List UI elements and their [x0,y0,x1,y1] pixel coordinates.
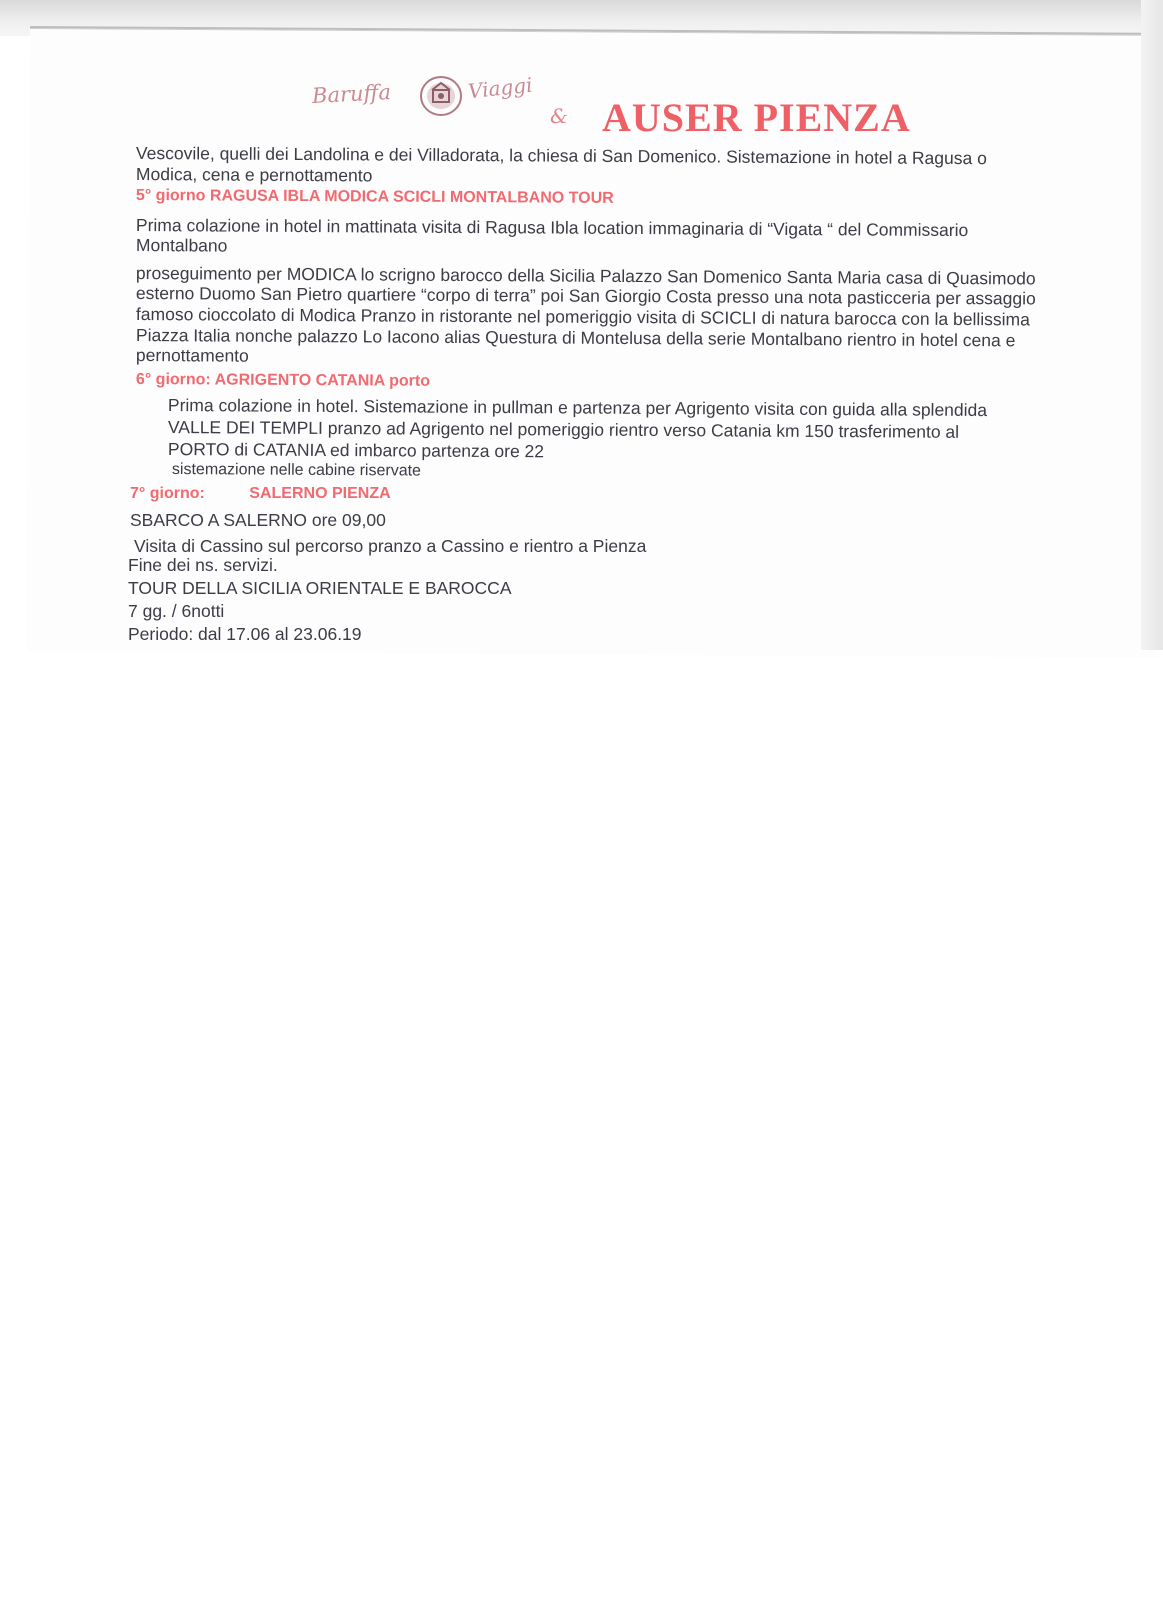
day-5-line: esterno Duomo San Pietro quartiere “corpo di terra” poi San Giorgio Costa presso una nota pasticceria per assaggio [135,283,1036,309]
day-5-line: famoso cioccolato di Modica Pranzo in ristorante nel pomeriggio visita di SCICLI di natura barocca con la bellissima [135,304,1030,330]
day-5-label: 5° giorno [135,187,206,205]
day-7-label: 7° giorno: [130,485,205,502]
day-6-line: PORTO di CATANIA ed imbarco partenza ore 22 [167,439,545,462]
day-7-title: SALERNO PIENZA [249,485,391,502]
day-6-line: VALLE DEI TEMPLI pranzo ad Agrigento nel pomeriggio rientro verso Catania km 150 trasferimento al [167,417,960,442]
day-5-line: Montalbano [135,235,228,256]
ampersand: & [550,104,568,128]
logo-viaggi: Viaggi [466,72,534,104]
travel-agency-logo-icon [418,74,464,118]
day-6-line: Prima colazione in hotel. Sistemazione in pullman e partenza per Agrigento visita con guida alla splendida [167,395,988,421]
letterhead [300,70,1000,140]
day-6-title: AGRIGENTO CATANIA porto [214,371,431,390]
day-6-label: 6° giorno: [135,371,211,389]
day-5-line: proseguimento per MODICA lo scrigno barocco della Sicilia Palazzo San Domenico Santa Maria casa di Quasimodo [135,263,1036,289]
tour-name: TOUR DELLA SICILIA ORIENTALE E BAROCCA [128,578,512,598]
day-7-line: Fine dei ns. servizi. [128,555,278,575]
organization-title: AUSER PIENZA [602,95,911,140]
day-7-line: SBARCO A SALERNO ore 09,00 [130,510,386,530]
day-5-title: RAGUSA IBLA MODICA SCICLI MONTALBANO TOUR [209,187,614,207]
logo-baruffa: Baruffa [311,79,392,109]
tour-period: Periodo: dal 17.06 al 23.06.19 [128,624,362,644]
day-5-line: Piazza Italia nonche palazzo Lo Iacono alias Questura di Montelusa della serie Montalbano rientro in hotel cena e [135,325,1016,351]
day-7-line: Visita di Cassino sul percorso pranzo a Cassino e rientro a Pienza [134,536,647,556]
day-6-heading [136,372,430,390]
day-5-heading [136,188,614,207]
day-5-line: pernottamento [135,345,249,366]
scan-right-edge [1141,0,1163,650]
body-line: Vescovile, quelli dei Landolina e dei Villadorata, la chiesa di San Domenico. Sistemazione in hotel a Ragusa o [135,143,987,169]
tour-duration: 7 gg. / 6notti [128,601,225,621]
body-line: Modica, cena e pernottamento [135,164,373,186]
day-6-line: sistemazione nelle cabine riservate [171,461,422,480]
day-7-heading [130,486,391,502]
day-5-line: Prima colazione in hotel in mattinata visita di Ragusa Ibla location immaginaria di “Vigata “ del Commissario [135,215,969,241]
